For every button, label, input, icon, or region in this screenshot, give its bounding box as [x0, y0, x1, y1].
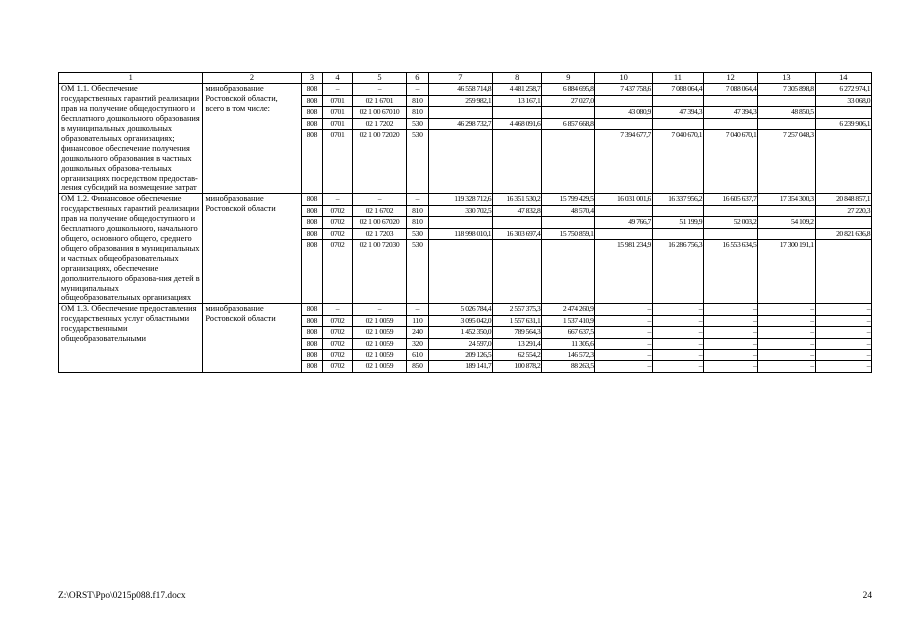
code-cell: 0702	[323, 361, 353, 372]
code-cell: 808	[301, 84, 323, 95]
amount-cell	[428, 129, 493, 193]
amount-cell: –	[815, 361, 871, 372]
amount-cell: 259 982,1	[428, 95, 493, 106]
amount-cell: –	[758, 304, 815, 315]
amount-cell: 48 850,5	[758, 107, 815, 118]
amount-cell: 100 878,2	[493, 361, 542, 372]
footer-file-path: Z:\ORST\Ppo\0215p088.f17.docx	[58, 591, 186, 601]
code-cell: 850	[407, 361, 429, 372]
code-cell: –	[407, 194, 429, 205]
code-cell: 610	[407, 349, 429, 360]
code-cell: 320	[407, 338, 429, 349]
amount-cell: 62 554,2	[493, 349, 542, 360]
header-cell: 7	[428, 73, 493, 84]
executor: минобразование Ростовской области, всего в том числе:	[203, 84, 301, 194]
amount-cell: 43 080,9	[595, 107, 652, 118]
amount-cell: 7 437 758,6	[595, 84, 652, 95]
amount-cell	[758, 228, 815, 239]
code-cell: 530	[407, 239, 429, 303]
amount-cell	[595, 95, 652, 106]
amount-cell: –	[652, 315, 703, 326]
header-cell: 4	[323, 73, 353, 84]
amount-cell	[493, 129, 542, 193]
amount-cell: 54 109,2	[758, 217, 815, 228]
amount-cell	[493, 217, 542, 228]
code-cell: 530	[407, 118, 429, 129]
table-row	[59, 84, 872, 95]
amount-cell: 3 095 042,0	[428, 315, 493, 326]
amount-cell: 16 605 637,7	[704, 194, 758, 205]
amount-cell: –	[758, 338, 815, 349]
amount-cell: –	[652, 327, 703, 338]
amount-cell: 6 272 974,1	[815, 84, 871, 95]
amount-cell: 6 239 906,1	[815, 118, 871, 129]
code-cell: 02 1 0059	[352, 349, 406, 360]
amount-cell	[758, 95, 815, 106]
amount-cell: –	[815, 304, 871, 315]
measure-name: ОМ 1.2. Финансовое обеспечение государственных гарантий реализации прав на получение общедоступного и бесплатного дошкольного, начального общего, основного общего, среднего общего образования в муниципальных и частных общеобразовательных организациях, обеспечение дополнительного образова-ния детей в муниципальных общеобразовательных организациях	[59, 194, 203, 304]
amount-cell: 330 702,5	[428, 205, 493, 216]
code-cell: 810	[407, 217, 429, 228]
amount-cell: –	[815, 338, 871, 349]
amount-cell: 33 068,0	[815, 95, 871, 106]
amount-cell: 27 220,3	[815, 205, 871, 216]
amount-cell: 47 394,3	[652, 107, 703, 118]
amount-cell: –	[704, 315, 758, 326]
amount-cell: 15 799 429,5	[542, 194, 595, 205]
header-cell: 1	[59, 73, 203, 84]
amount-cell: –	[595, 338, 652, 349]
code-cell: 808	[301, 349, 323, 360]
amount-cell: 4 481 258,7	[493, 84, 542, 95]
code-cell: 0702	[323, 338, 353, 349]
code-cell: 02 1 00 67010	[352, 107, 406, 118]
amount-cell	[704, 228, 758, 239]
amount-cell	[815, 129, 871, 193]
code-cell: 02 1 00 67020	[352, 217, 406, 228]
header-cell: 12	[704, 73, 758, 84]
amount-cell: 46 558 714,8	[428, 84, 493, 95]
code-cell: 808	[301, 361, 323, 372]
amount-cell: 7 305 898,8	[758, 84, 815, 95]
amount-cell	[542, 129, 595, 193]
amount-cell	[704, 118, 758, 129]
code-cell: 808	[301, 217, 323, 228]
header-cell: 9	[542, 73, 595, 84]
amount-cell: 119 328 712,6	[428, 194, 493, 205]
code-cell: 0701	[323, 118, 353, 129]
amount-cell: 146 572,3	[542, 349, 595, 360]
code-cell: –	[352, 84, 406, 95]
amount-cell: 48 570,4	[542, 205, 595, 216]
amount-cell: –	[758, 315, 815, 326]
code-cell: –	[323, 84, 353, 95]
amount-cell: 24 597,0	[428, 338, 493, 349]
amount-cell: –	[704, 304, 758, 315]
amount-cell: 17 354 300,3	[758, 194, 815, 205]
amount-cell: 6 857 668,8	[542, 118, 595, 129]
amount-cell: –	[595, 304, 652, 315]
amount-cell: –	[758, 361, 815, 372]
amount-cell: 209 126,5	[428, 349, 493, 360]
amount-cell: 16 303 697,4	[493, 228, 542, 239]
code-cell: 02 1 00 72020	[352, 129, 406, 193]
code-cell: 808	[301, 315, 323, 326]
table-row	[59, 194, 872, 205]
amount-cell: 789 564,3	[493, 327, 542, 338]
table-row	[59, 304, 872, 315]
code-cell: 810	[407, 205, 429, 216]
code-cell: 810	[407, 95, 429, 106]
amount-cell: 7 257 048,3	[758, 129, 815, 193]
code-cell: 240	[407, 327, 429, 338]
executor: минобразование Ростовской области	[203, 194, 301, 304]
header-cell: 13	[758, 73, 815, 84]
amount-cell	[704, 95, 758, 106]
budget-table	[58, 72, 872, 373]
page-number: 24	[862, 591, 872, 601]
amount-cell: 1 452 350,0	[428, 327, 493, 338]
header-cell: 5	[352, 73, 406, 84]
amount-cell: 47 394,3	[704, 107, 758, 118]
amount-cell: 189 141,7	[428, 361, 493, 372]
code-cell: 0702	[323, 327, 353, 338]
amount-cell: 7 040 670,1	[652, 129, 703, 193]
measure-name: ОМ 1.3. Обеспечение предоставления государственных услуг областными государственными общеобразовательными	[59, 304, 203, 372]
code-cell: 0702	[323, 349, 353, 360]
amount-cell: 2 557 375,3	[493, 304, 542, 315]
amount-cell	[704, 205, 758, 216]
amount-cell: 2 474 260,9	[542, 304, 595, 315]
code-cell: 02 1 6701	[352, 95, 406, 106]
measure-name: ОМ 1.1. Обеспечение государственных гарантий реализации прав на получение общедоступного и бесплатного дошкольного образования в муниципальных дошкольных образовательных организациях; финансовое обеспечение получения дошкольного образования в частных дошкольных образова-тельных организациях посредством предостав-ления субсидий на возмещение затрат	[59, 84, 203, 194]
amount-cell: –	[758, 327, 815, 338]
amount-cell	[542, 239, 595, 303]
amount-cell: 52 003,2	[704, 217, 758, 228]
code-cell: 02 1 0059	[352, 361, 406, 372]
amount-cell	[428, 239, 493, 303]
amount-cell: –	[652, 349, 703, 360]
amount-cell	[758, 205, 815, 216]
amount-cell: –	[815, 315, 871, 326]
amount-cell: 118 998 010,1	[428, 228, 493, 239]
amount-cell	[652, 228, 703, 239]
code-cell: 0701	[323, 129, 353, 193]
code-cell: 02 1 6702	[352, 205, 406, 216]
amount-cell: 49 766,7	[595, 217, 652, 228]
amount-cell: 1 537 410,9	[542, 315, 595, 326]
amount-cell: –	[704, 349, 758, 360]
header-cell: 11	[652, 73, 703, 84]
code-cell: 808	[301, 205, 323, 216]
amount-cell: 13 291,4	[493, 338, 542, 349]
amount-cell: –	[595, 361, 652, 372]
amount-cell: 7 040 670,1	[704, 129, 758, 193]
amount-cell: 11 305,6	[542, 338, 595, 349]
code-cell: 0701	[323, 107, 353, 118]
header-cell: 3	[301, 73, 323, 84]
code-cell: 02 1 0059	[352, 338, 406, 349]
amount-cell: –	[758, 349, 815, 360]
amount-cell: 88 263,5	[542, 361, 595, 372]
header-cell: 2	[203, 73, 301, 84]
amount-cell	[595, 205, 652, 216]
amount-cell: 16 553 634,5	[704, 239, 758, 303]
header-row	[59, 73, 872, 84]
code-cell: –	[407, 304, 429, 315]
amount-cell: –	[652, 338, 703, 349]
code-cell: 0702	[323, 217, 353, 228]
code-cell: 808	[301, 194, 323, 205]
executor: минобразование Ростовской области	[203, 304, 301, 372]
code-cell: 110	[407, 315, 429, 326]
code-cell: 0701	[323, 95, 353, 106]
code-cell: 808	[301, 118, 323, 129]
code-cell: 02 1 7202	[352, 118, 406, 129]
amount-cell	[815, 239, 871, 303]
code-cell: 808	[301, 304, 323, 315]
code-cell: –	[323, 194, 353, 205]
code-cell: 0702	[323, 228, 353, 239]
amount-cell: 4 468 091,6	[493, 118, 542, 129]
amount-cell: 7 394 677,7	[595, 129, 652, 193]
amount-cell	[493, 239, 542, 303]
amount-cell: –	[704, 338, 758, 349]
amount-cell: 5 026 784,4	[428, 304, 493, 315]
amount-cell: 667 637,5	[542, 327, 595, 338]
amount-cell: 20 821 636,8	[815, 228, 871, 239]
code-cell: 808	[301, 129, 323, 193]
amount-cell: –	[652, 304, 703, 315]
amount-cell	[652, 95, 703, 106]
code-cell: 808	[301, 107, 323, 118]
amount-cell	[815, 107, 871, 118]
code-cell: –	[352, 194, 406, 205]
amount-cell: 27 027,0	[542, 95, 595, 106]
code-cell: 808	[301, 95, 323, 106]
amount-cell: 16 337 956,2	[652, 194, 703, 205]
header-cell: 8	[493, 73, 542, 84]
code-cell: 02 1 0059	[352, 315, 406, 326]
amount-cell: 13 167,1	[493, 95, 542, 106]
amount-cell	[428, 217, 493, 228]
amount-cell: 17 300 191,1	[758, 239, 815, 303]
code-cell: 808	[301, 327, 323, 338]
header-cell: 10	[595, 73, 652, 84]
header-cell: 6	[407, 73, 429, 84]
amount-cell	[493, 107, 542, 118]
code-cell: 02 1 7203	[352, 228, 406, 239]
code-cell: –	[352, 304, 406, 315]
code-cell: 808	[301, 338, 323, 349]
amount-cell: –	[815, 327, 871, 338]
amount-cell: 15 981 234,9	[595, 239, 652, 303]
code-cell: 0702	[323, 205, 353, 216]
amount-cell: –	[704, 327, 758, 338]
code-cell: 0702	[323, 315, 353, 326]
amount-cell: 1 557 631,1	[493, 315, 542, 326]
code-cell: 530	[407, 228, 429, 239]
code-cell: 02 1 00 72030	[352, 239, 406, 303]
code-cell: –	[407, 84, 429, 95]
amount-cell: 20 848 857,1	[815, 194, 871, 205]
code-cell: 810	[407, 107, 429, 118]
amount-cell: –	[652, 361, 703, 372]
code-cell: 808	[301, 239, 323, 303]
amount-cell	[758, 118, 815, 129]
amount-cell: –	[595, 315, 652, 326]
amount-cell	[815, 217, 871, 228]
amount-cell: 16 286 756,3	[652, 239, 703, 303]
amount-cell	[652, 118, 703, 129]
amount-cell	[428, 107, 493, 118]
code-cell: 02 1 0059	[352, 327, 406, 338]
code-cell: 530	[407, 129, 429, 193]
amount-cell: 47 832,8	[493, 205, 542, 216]
amount-cell: –	[704, 361, 758, 372]
amount-cell: 16 351 530,2	[493, 194, 542, 205]
amount-cell: –	[595, 327, 652, 338]
code-cell: 0702	[323, 239, 353, 303]
amount-cell: 7 088 064,4	[704, 84, 758, 95]
amount-cell: 16 031 001,6	[595, 194, 652, 205]
amount-cell: –	[595, 349, 652, 360]
amount-cell: –	[815, 349, 871, 360]
amount-cell	[595, 118, 652, 129]
amount-cell: 15 750 859,1	[542, 228, 595, 239]
code-cell: 808	[301, 228, 323, 239]
amount-cell	[542, 217, 595, 228]
amount-cell: 51 199,9	[652, 217, 703, 228]
amount-cell	[652, 205, 703, 216]
header-cell: 14	[815, 73, 871, 84]
amount-cell: 6 884 695,8	[542, 84, 595, 95]
amount-cell: 7 088 064,4	[652, 84, 703, 95]
amount-cell	[595, 228, 652, 239]
amount-cell	[542, 107, 595, 118]
code-cell: –	[323, 304, 353, 315]
amount-cell: 46 298 732,7	[428, 118, 493, 129]
